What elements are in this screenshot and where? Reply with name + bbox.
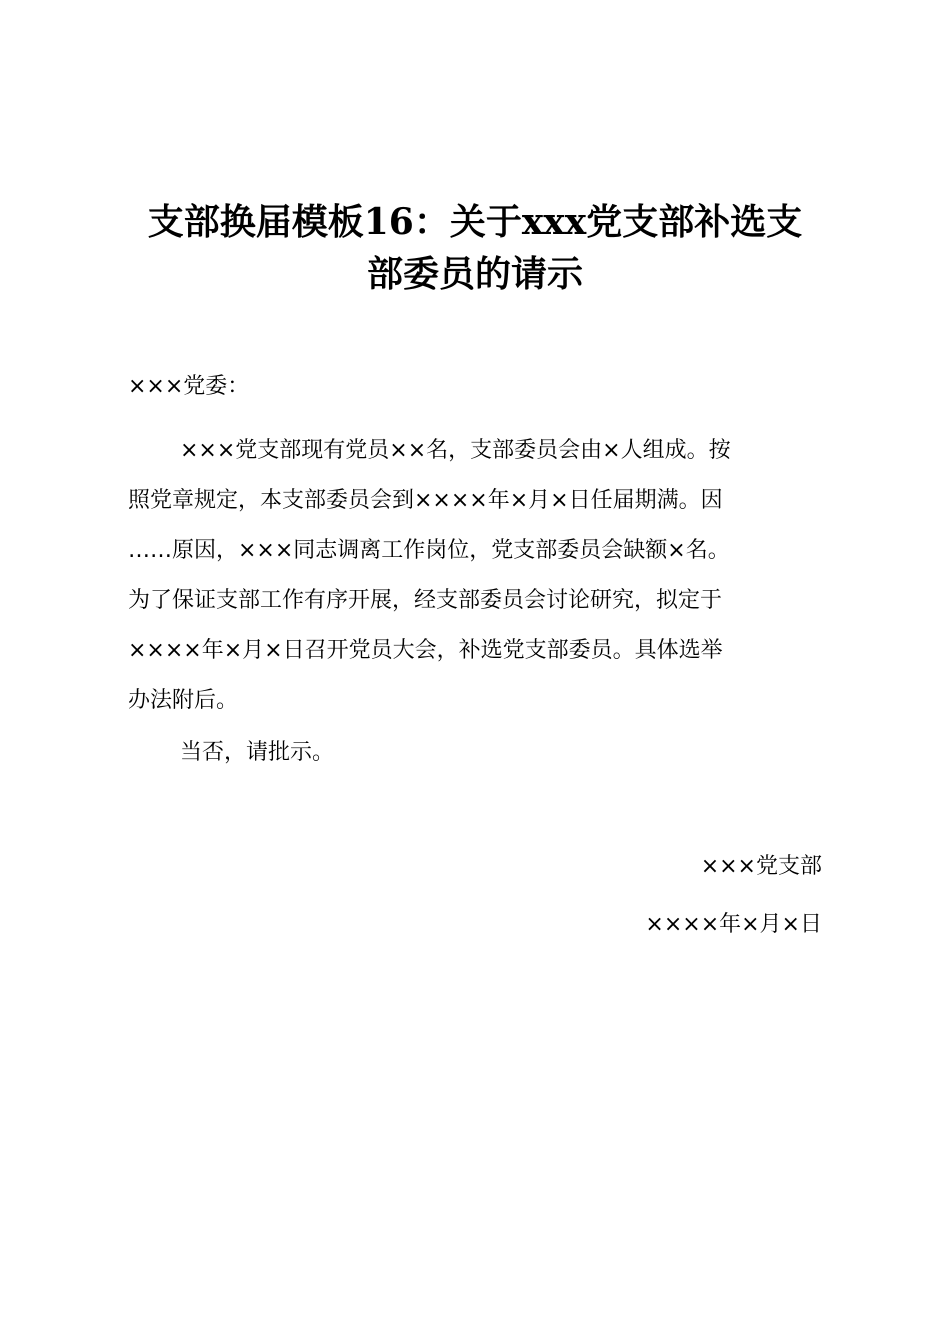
salutation: ×××党委：: [128, 374, 250, 399]
body-line-3: ……原因，×××同志调离工作岗位，党支部委员会缺额×名。: [128, 538, 730, 563]
body-line-5: ××××年×月×日召开党员大会，补选党支部委员。具体选举: [128, 638, 723, 663]
document-title: [110, 196, 840, 300]
title-line-1: 支部换届模板16：关于xxx党支部补选支: [147, 201, 803, 243]
body-line-2: 照党章规定，本支部委员会到××××年×月×日任届期满。因: [128, 488, 723, 513]
signature-date: ××××年×月×日: [645, 912, 822, 937]
title-line-2: 部委员的请示: [366, 253, 583, 295]
body-line-4: 为了保证支部工作有序开展，经支部委员会讨论研究，拟定于: [128, 588, 723, 613]
closing-request: 当否，请批示。: [180, 740, 335, 765]
signature-organization: ×××党支部: [700, 854, 822, 879]
body-line-6: 办法附后。: [128, 688, 239, 713]
body-line-1: ×××党支部现有党员××名，支部委员会由×人组成。按: [180, 438, 731, 463]
body-paragraph: [128, 426, 818, 726]
